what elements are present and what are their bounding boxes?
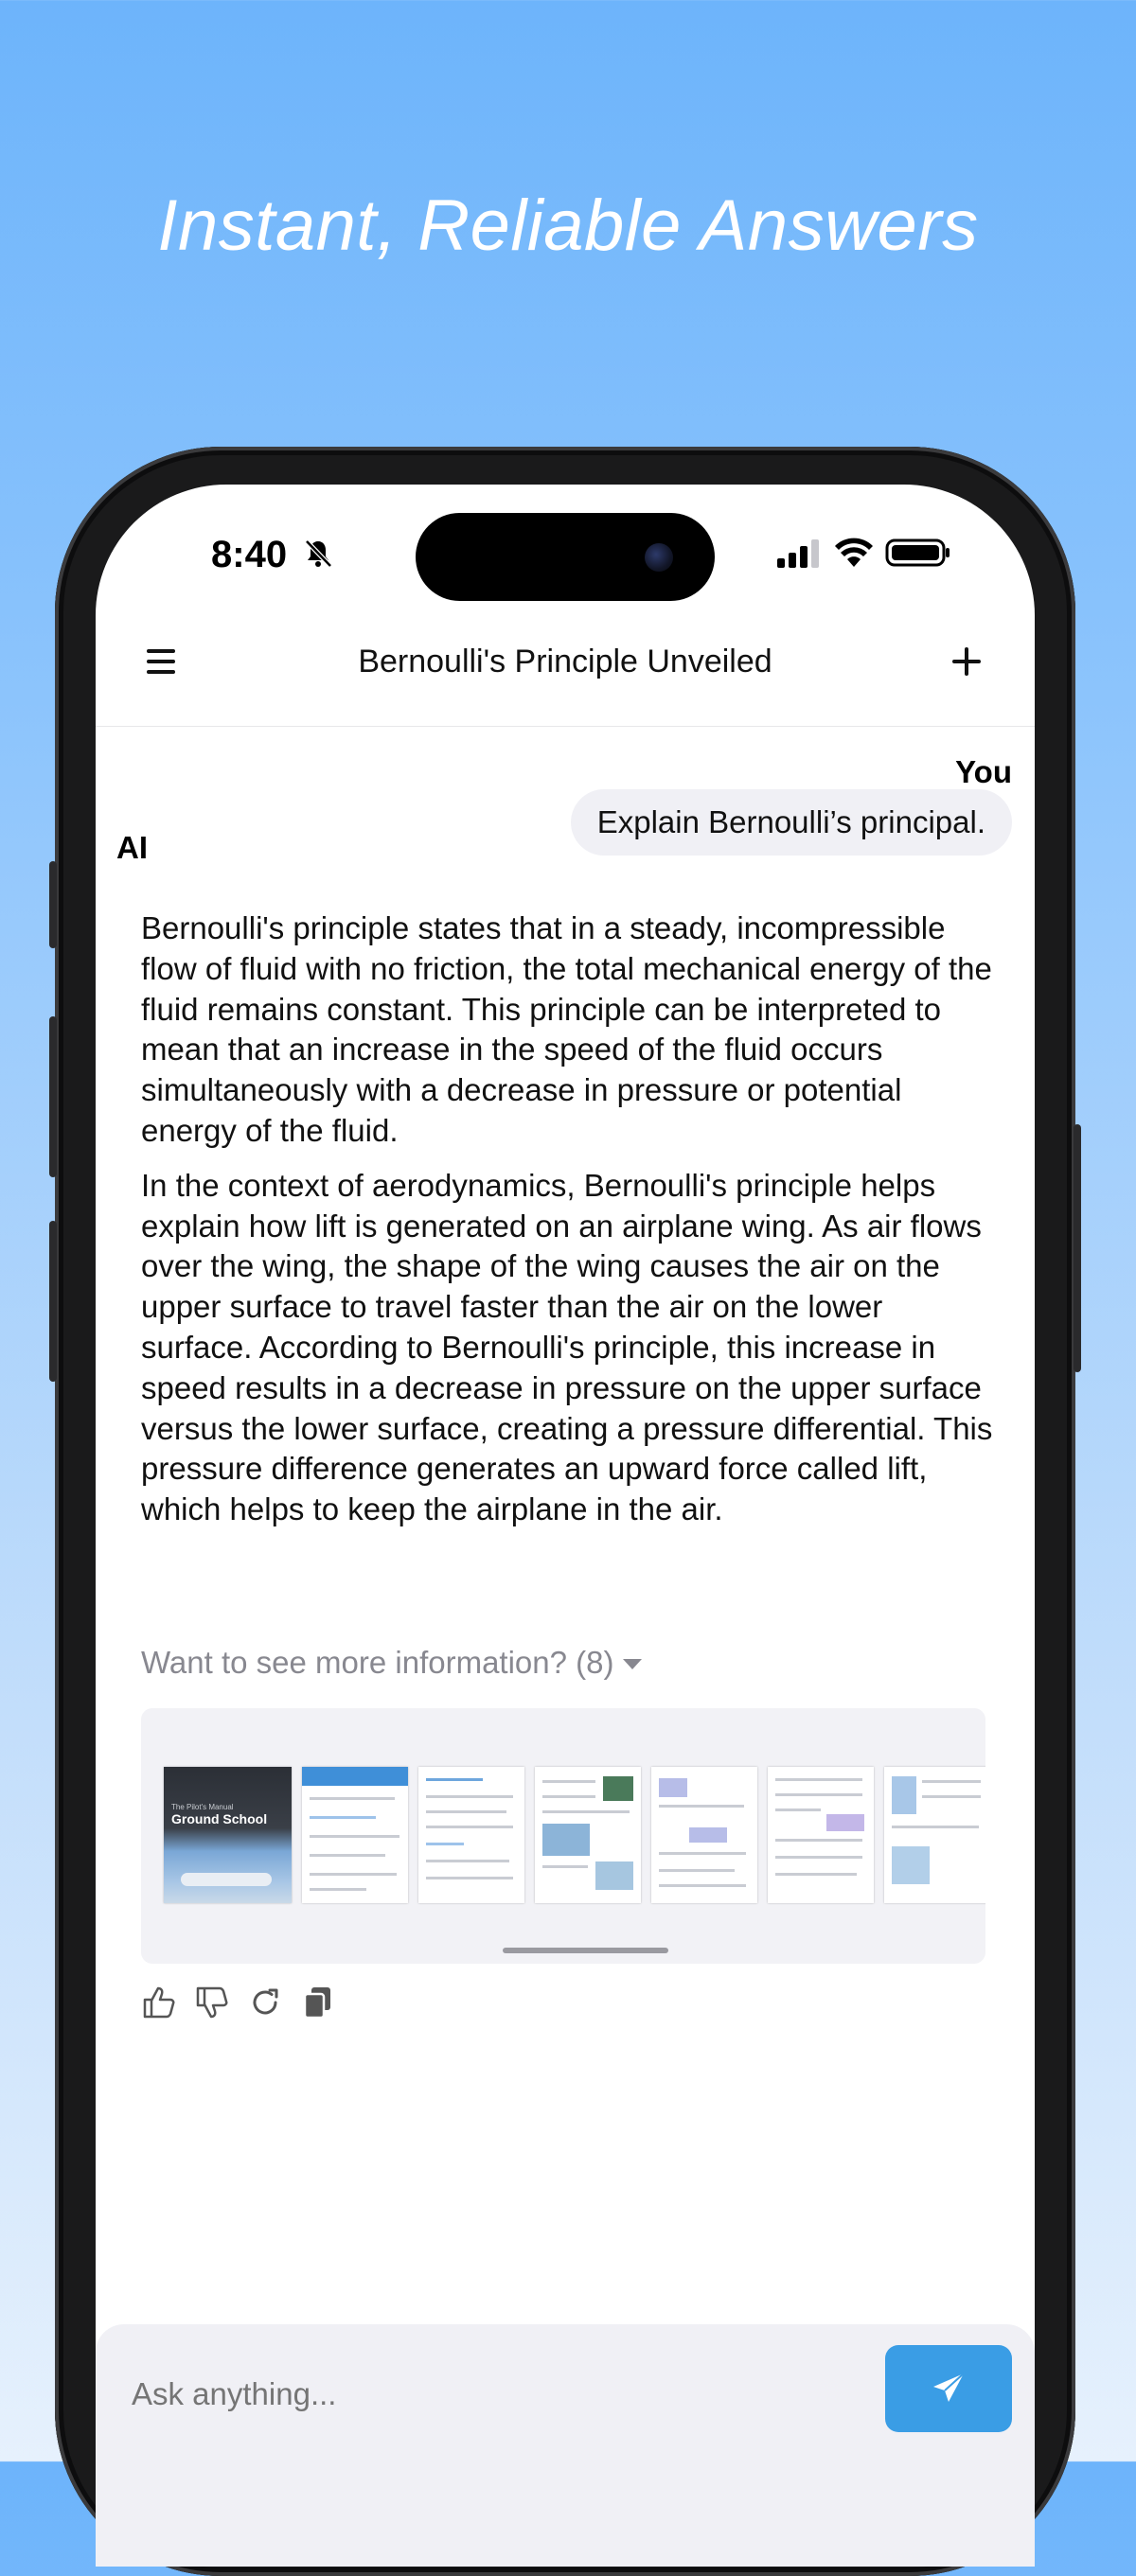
ai-label: AI: [116, 830, 148, 865]
airplane-image: [181, 1873, 272, 1886]
cover-title: Ground School: [171, 1811, 268, 1826]
answer-paragraph: Bernoulli's principle states that in a steady, incompressible flow of fluid with no friction, the total mechanical energy of the fluid remains constant. This principle can be interpreted to mean that an increase in the speed of the fluid occurs simultaneously with a decrease in pressure or potential energy of the fluid.: [141, 910, 992, 1148]
source-gallery[interactable]: [141, 1708, 985, 1964]
ai-answer: [141, 909, 993, 1544]
response-actions: [141, 1985, 336, 2020]
cover-subtitle: The Pilot's Manual: [171, 1803, 234, 1811]
more-info-toggle[interactable]: [141, 1645, 642, 1681]
copy-icon[interactable]: [300, 1985, 336, 2020]
new-chat-icon[interactable]: [950, 645, 983, 678]
cellular-signal-icon: [777, 538, 823, 568]
battery-icon: [885, 538, 951, 568]
caret-down-icon: [623, 1659, 642, 1669]
source-thumbnail[interactable]: [535, 1767, 641, 1903]
conversation-title: Bernoulli's Principle Unveiled: [358, 644, 772, 679]
more-info-label: Want to see more information? (8): [141, 1645, 614, 1680]
action-button: [49, 861, 57, 948]
phone-frame: [55, 447, 1075, 2576]
answer-paragraph: In the context of aerodynamics, Bernoulli's principle helps explain how lift is generated on an airplane wing. As air flows over the wing, the shape of the wing causes the air on the upper surface to travel faster than the air on the lower surface. According to Bernoulli's principle, this increase in speed results in a decrease in pressure on the upper surface versus the lower surface, creating a pressure differential. This pressure difference generates an upward force called lift, which helps to keep the airplane in the air.: [141, 1167, 993, 1527]
phone-screen: [96, 485, 1035, 2567]
composer: [96, 2324, 1035, 2567]
user-label: You: [955, 754, 1012, 789]
nav-bar: [96, 589, 1035, 727]
volume-up-button: [49, 1016, 57, 1177]
source-thumbnail[interactable]: [418, 1767, 524, 1903]
ask-input[interactable]: [130, 2370, 853, 2419]
silent-bell-icon: [302, 538, 334, 570]
send-icon: [930, 2370, 967, 2408]
source-thumbnail[interactable]: [302, 1767, 408, 1903]
status-indicators: [777, 538, 951, 568]
source-thumbnail[interactable]: [768, 1767, 874, 1903]
user-message-bubble: Explain Bernoulli’s principal.: [571, 789, 1012, 856]
source-thumbnail[interactable]: [164, 1767, 292, 1903]
thumbs-up-icon[interactable]: [141, 1985, 177, 2020]
regenerate-icon[interactable]: [247, 1985, 283, 2020]
wifi-icon: [834, 538, 874, 568]
source-thumbnail[interactable]: [651, 1767, 757, 1903]
source-thumbnail[interactable]: [884, 1767, 985, 1903]
gallery-scrollbar[interactable]: [503, 1948, 668, 1953]
headline: Instant, Reliable Answers: [157, 185, 979, 266]
volume-down-button: [49, 1221, 57, 1382]
send-button[interactable]: [885, 2345, 1012, 2432]
status-time: 8:40: [211, 534, 288, 575]
thumbs-down-icon[interactable]: [194, 1985, 230, 2020]
power-button: [1074, 1124, 1081, 1372]
